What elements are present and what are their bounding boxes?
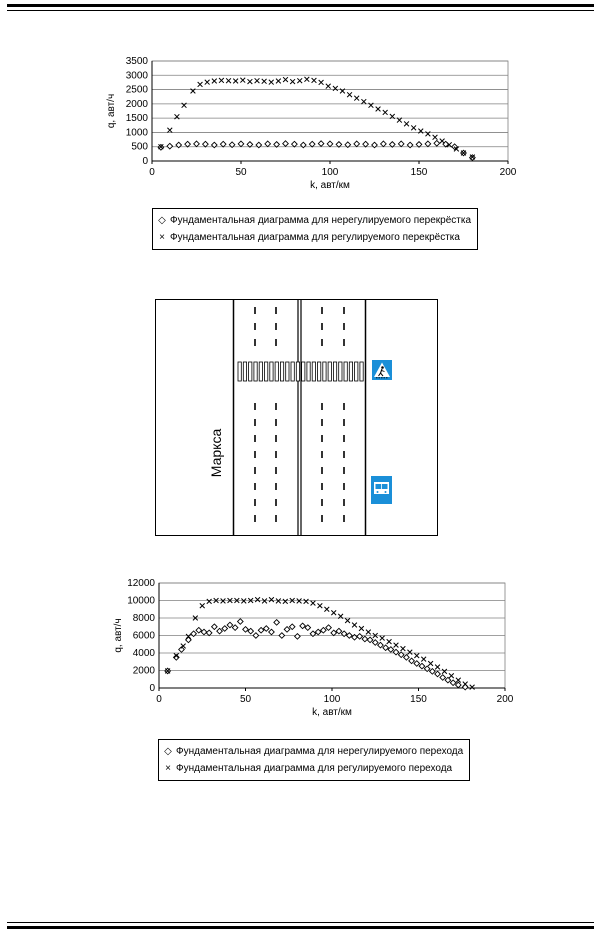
data-point-diamond [363, 141, 369, 147]
data-point-diamond [194, 141, 200, 147]
data-point-cross [394, 643, 399, 648]
legend-item-unregulated: ◇ Фундаментальная диаграмма для нерегулируемого перекрёстка [158, 215, 472, 226]
x-tick-label: 100 [321, 167, 339, 178]
top-rule-thick [7, 4, 594, 7]
data-point-diamond [398, 141, 404, 147]
pedestrian-crossing-sign-icon [372, 360, 392, 380]
zebra-stripe [307, 362, 310, 381]
data-point-diamond [318, 141, 324, 147]
data-point-diamond [295, 634, 301, 640]
data-point-diamond [284, 627, 290, 633]
data-point-cross [433, 135, 438, 140]
y-tick-label: 0 [149, 683, 155, 694]
x-tick-label: 200 [499, 167, 517, 178]
data-point-cross [205, 80, 210, 85]
data-point-diamond [331, 630, 337, 636]
data-point-cross [421, 657, 426, 662]
zebra-stripe [318, 362, 321, 381]
data-point-cross [221, 599, 226, 604]
data-point-cross [276, 79, 281, 84]
legend-crosswalk [158, 739, 470, 781]
zebra-stripe [249, 362, 252, 381]
x-tick-label: 0 [156, 694, 162, 705]
data-point-diamond [462, 684, 468, 690]
zebra-stripe [286, 362, 289, 381]
zebra-stripe [259, 362, 262, 381]
zebra-stripe [238, 362, 241, 381]
data-point-cross [407, 650, 412, 655]
data-point-diamond [220, 141, 226, 147]
data-point-cross [376, 107, 381, 112]
zebra-stripe [312, 362, 315, 381]
data-point-diamond [354, 141, 360, 147]
data-point-cross [262, 79, 267, 84]
data-point-cross [428, 661, 433, 666]
data-point-cross [345, 618, 350, 623]
data-point-cross [326, 84, 331, 89]
data-point-diamond [283, 141, 289, 147]
data-point-diamond [315, 629, 321, 635]
chart-crosswalk [100, 576, 520, 728]
data-point-cross [311, 601, 316, 606]
zebra-stripe [355, 362, 358, 381]
zebra-stripe [296, 362, 299, 381]
data-point-diamond [430, 669, 436, 675]
data-point-diamond [388, 647, 394, 653]
data-point-cross [470, 685, 475, 690]
zebra-stripe [254, 362, 257, 381]
legend-item-unregulated-crossing: ◇ Фундаментальная диаграмма для нерегулируемого перехода [164, 746, 464, 757]
data-point-diamond [409, 658, 415, 664]
data-point-diamond [263, 626, 269, 632]
data-point-diamond [347, 633, 353, 639]
data-point-cross [304, 77, 309, 82]
data-point-cross [240, 78, 245, 83]
y-tick-label: 8000 [132, 613, 155, 624]
zebra-stripe [360, 362, 363, 381]
data-point-diamond [279, 633, 285, 639]
data-point-diamond [450, 680, 456, 686]
data-point-diamond [336, 628, 342, 634]
data-point-diamond [414, 661, 420, 667]
data-point-diamond [227, 622, 233, 628]
data-point-cross [449, 673, 454, 678]
data-point-diamond [383, 645, 389, 651]
legend-item-regulated: × Фундаментальная диаграмма для регулируемого перекрёстка [159, 232, 460, 243]
data-point-diamond [274, 620, 280, 626]
zebra-stripe [280, 362, 283, 381]
data-point-diamond [167, 143, 173, 149]
x-tick-label: 0 [149, 167, 155, 178]
data-point-cross [269, 80, 274, 85]
data-point-cross [269, 597, 274, 602]
data-point-cross [167, 128, 172, 133]
data-point-diamond [321, 627, 327, 633]
data-point-diamond [258, 627, 264, 633]
data-point-cross [255, 597, 260, 602]
data-point-diamond [445, 677, 451, 683]
zebra-stripe [243, 362, 246, 381]
x-axis-label: k, авт/км [312, 707, 352, 718]
y-tick-label: 3500 [125, 56, 148, 67]
data-point-cross [290, 79, 295, 84]
data-point-cross [414, 653, 419, 658]
data-point-diamond [434, 140, 440, 146]
data-point-diamond [248, 628, 254, 634]
data-point-diamond [243, 627, 249, 633]
data-point-diamond [425, 141, 431, 147]
zebra-stripe [333, 362, 336, 381]
y-tick-label: 4000 [132, 648, 155, 659]
zebra-stripe [339, 362, 342, 381]
data-point-diamond [381, 141, 387, 147]
data-point-diamond [196, 627, 202, 633]
y-tick-label: 3000 [125, 70, 148, 82]
data-point-cross [347, 92, 352, 97]
data-point-diamond [265, 141, 271, 147]
data-point-cross [319, 80, 324, 85]
x-tick-label: 150 [410, 694, 427, 705]
data-point-cross [297, 599, 302, 604]
data-point-diamond [212, 624, 218, 630]
data-point-cross [380, 636, 385, 641]
zebra-stripe [291, 362, 294, 381]
data-point-cross [304, 599, 309, 604]
data-point-diamond [217, 628, 223, 634]
data-point-cross [226, 78, 231, 83]
x-tick-label: 50 [239, 694, 252, 705]
data-point-diamond [289, 624, 295, 630]
zebra-stripe [344, 362, 347, 381]
data-point-diamond [232, 625, 238, 631]
data-point-cross [181, 644, 186, 649]
data-point-cross [440, 139, 445, 144]
data-point-diamond [404, 655, 410, 661]
data-point-diamond [206, 630, 212, 636]
x-axis-label: k, авт/км [310, 180, 350, 191]
zebra-stripe [323, 362, 326, 381]
data-point-cross [387, 639, 392, 644]
data-point-cross [404, 121, 409, 126]
x-tick-label: 200 [496, 694, 514, 705]
y-tick-label: 2000 [125, 98, 148, 110]
legend-item-regulated-crossing: × Фундаментальная диаграмма для регулируемого перехода [165, 763, 453, 774]
data-point-diamond [253, 633, 259, 639]
data-point-diamond [419, 663, 425, 669]
data-point-diamond [238, 141, 244, 147]
data-point-cross [442, 669, 447, 674]
data-point-cross [354, 96, 359, 101]
x-tick-label: 100 [323, 694, 341, 705]
data-point-cross [359, 626, 364, 631]
data-point-diamond [357, 634, 363, 640]
data-point-cross [255, 78, 260, 83]
data-point-cross [198, 82, 203, 87]
data-point-cross [283, 77, 288, 82]
y-tick-label: 2000 [132, 665, 155, 677]
data-point-diamond [440, 675, 446, 681]
data-point-cross [324, 607, 329, 612]
data-point-diamond [326, 625, 332, 631]
data-point-cross [317, 603, 322, 608]
legend-intersection [152, 208, 478, 250]
zebra-stripe [349, 362, 352, 381]
street-label: Маркса [208, 428, 224, 478]
data-point-diamond [203, 141, 209, 147]
data-point-cross [366, 630, 371, 635]
chart-intersection [100, 55, 520, 205]
data-point-diamond [367, 637, 373, 643]
y-axis-label: q, авт/ч [106, 93, 117, 129]
data-point-diamond [201, 629, 207, 635]
data-point-cross [207, 599, 212, 604]
data-point-diamond [185, 141, 191, 147]
zebra-stripe [265, 362, 268, 381]
y-tick-label: 0 [142, 156, 148, 167]
data-point-diamond [292, 141, 298, 147]
data-point-cross [383, 110, 388, 115]
data-point-diamond [455, 682, 461, 688]
data-point-diamond [393, 649, 399, 655]
y-axis-label: q, авт/ч [113, 618, 124, 653]
y-tick-label: 6000 [132, 630, 155, 642]
data-point-cross [312, 78, 317, 83]
data-point-cross [276, 599, 281, 604]
y-tick-label: 500 [131, 141, 148, 153]
y-tick-label: 10000 [127, 595, 155, 607]
data-point-diamond [269, 629, 275, 635]
x-tick-label: 50 [235, 167, 247, 178]
data-point-diamond [378, 642, 384, 648]
bottom-rule-thick [7, 926, 594, 929]
data-point-cross [241, 599, 246, 604]
data-point-cross [233, 79, 238, 84]
data-point-cross [212, 79, 217, 84]
road-diagram [155, 299, 439, 537]
zebra-stripe [302, 362, 305, 381]
bottom-rule-thin [7, 922, 594, 923]
data-point-cross [411, 125, 416, 130]
data-point-diamond [305, 625, 311, 631]
y-tick-label: 1000 [125, 127, 148, 139]
bus-stop-sign-icon [371, 476, 392, 504]
top-rule-thin [7, 10, 594, 11]
zebra-stripe [275, 362, 278, 381]
data-point-cross [361, 99, 366, 104]
data-point-diamond [222, 626, 228, 632]
y-tick-label: 12000 [127, 578, 155, 589]
y-tick-label: 2500 [125, 84, 148, 96]
data-point-cross [283, 599, 288, 604]
data-point-cross [331, 610, 336, 615]
data-point-cross [352, 623, 357, 628]
data-point-diamond [309, 141, 315, 147]
zebra-stripe [328, 362, 331, 381]
data-point-cross [248, 79, 253, 84]
data-point-cross [401, 646, 406, 651]
data-point-cross [200, 603, 205, 608]
x-tick-label: 150 [410, 167, 428, 178]
data-point-diamond [362, 636, 368, 642]
data-point-diamond [372, 640, 378, 646]
data-point-cross [262, 599, 267, 604]
data-point-diamond [435, 671, 441, 677]
data-point-diamond [238, 619, 244, 625]
y-tick-label: 1500 [125, 113, 148, 125]
data-point-cross [435, 665, 440, 670]
data-point-cross [297, 78, 302, 83]
data-point-cross [219, 78, 224, 83]
zebra-stripe [270, 362, 273, 381]
data-point-diamond [300, 623, 306, 629]
data-point-cross [333, 86, 338, 91]
data-point-diamond [327, 141, 333, 147]
